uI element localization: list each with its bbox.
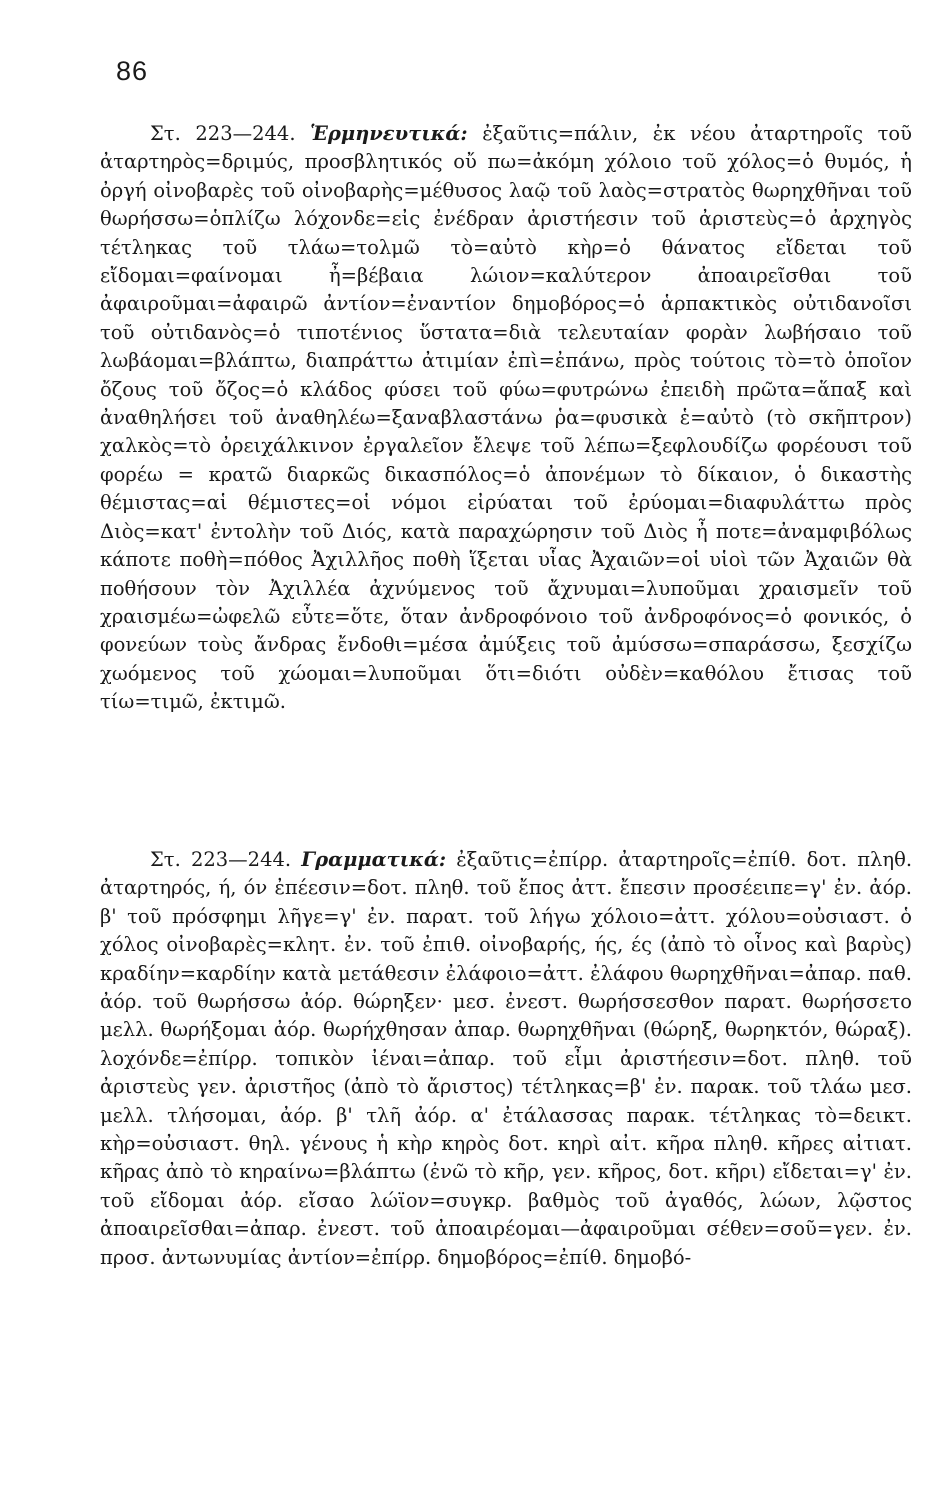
verse-reference: Στ. 223—244. bbox=[150, 122, 296, 145]
grammar-notes-section bbox=[100, 846, 912, 1272]
section-body-text: ἐξαῦτις=πάλιν, ἐκ νέου ἀταρτηροῖς τοῦ ἀταρτηρὸς=δριμύς, προσβλητικός οὔ πω=ἀκόμη χόλοιο τοῦ χόλος=ὁ θυμός, ἡ ὀργή οἰνοβαρὲς τοῦ οἰνοβαρὴς=μέθυσος λαῷ τοῦ λαὸς=στρατὸς θωρηχθῆναι τοῦ θωρήσσω=ὁπλίζω λόχονδε=εἰς ἐνέδραν ἀριστήεσιν τοῦ ἀριστεὺς=ὁ ἀρχηγὸς τέτληκας τοῦ τλάω=τολμῶ τὸ=αὐτὸ κὴρ=ὁ θάνατος εἴδεται τοῦ εἴδομαι=φαίνομαι ἦ=βέβαια λώιον=καλύτερον ἀποαιρεῖσθαι τοῦ ἀφαιροῦμαι=ἀφαιρῶ ἀντίον=ἐναντίον δημοβόρος=ὁ ἁρπακτικὸς οὐτιδανοῖσι τοῦ οὐτιδανὸς=ὁ τιποτένιος ὕστατα=διὰ τελευταίαν φορὰν λωβήσαιο τοῦ λωβάομαι=βλάπτω, διαπράττω ἀτιμίαν ἐπὶ=ἐπάνω, πρὸς τούτοις τὸ=τὸ ὁποῖον ὄζους τοῦ ὄζος=ὁ κλάδος φύσει τοῦ φύω=φυτρώνω ἐπειδὴ πρῶτα=ἅπαξ καὶ ἀναθηλήσει τοῦ ἀναθηλέω=ξαναβλαστάνω ῥα=φυσικὰ ἑ=αὐτὸ (τὸ σκῆπτρον) χαλκὸς=τὸ ὀρειχάλκινον ἐργαλεῖον ἔλεψε τοῦ λέπω=ξεφλουδίζω φορέουσι τοῦ φορέω = κρατῶ διαρκῶς δικασπόλος=ὁ ἀπονέμων τὸ δίκαιον, ὁ δικαστὴς θέμιστας=αἱ θέμιστες=οἱ νόμοι εἰρύαται τοῦ ἐρύομαι=διαφυλάττω πρὸς Διὸς=κατ' ἐντολὴν τοῦ Διός, κατὰ παραχώρησιν τοῦ Διὸς ἦ ποτε=ἀναμφιβόλως κάποτε ποθὴ=πόθος Ἀχιλλῆος ποθὴ ἵξεται υἷας Ἀχαιῶν=οἱ υἱοὶ τῶν Ἀχαιῶν θὰ ποθήσουν τὸν Ἀχιλλέα ἀχνύμενος τοῦ ἄχνυμαι=λυποῦμαι χραισμεῖν τοῦ χραισμέω=ὠφελῶ εὖτε=ὅτε, ὅταν ἀνδροφόνοιο τοῦ ἀνδροφόνος=ὁ φονικός, ὁ φονεύων τοὺς ἄνδρας ἔνδοθι=μέσα ἀμύξεις τοῦ ἀμύσσω=σπαράσσω, ξεσχίζω χωόμενος τοῦ χώομαι=λυποῦμαι ὅτι=διότι οὐδὲν=καθόλου ἔτισας τοῦ τίω=τιμῶ, ἐκτιμῶ. bbox=[100, 122, 913, 714]
grammar-notes-paragraph bbox=[100, 846, 912, 1272]
interpretive-notes-paragraph bbox=[100, 120, 912, 717]
section-body-text: ἐξαῦτις=ἐπίρρ. ἀταρτηροῖς=ἐπίθ. δοτ. πληθ. ἀταρτηρός, ή, όν ἐπέεσιν=δοτ. πληθ. τοῦ ἔπος ἀττ. ἔπεσιν προσέειπε=γ' ἐν. ἀόρ. β' τοῦ πρόσφημι λῆγε=γ' ἐν. παρατ. τοῦ λήγω χόλοιο=ἀττ. χόλου=οὐσιαστ. ὁ χόλος οἰνοβαρὲς=κλητ. ἐν. τοῦ ἐπιθ. οἰνοβαρής, ής, ές (ἀπὸ τὸ οἶνος καὶ βαρὺς) κραδίην=καρδίην κατὰ μετάθεσιν ἐλάφοιο=ἀττ. ἐλάφου θωρηχθῆναι=ἀπαρ. παθ. ἀόρ. τοῦ θωρήσσω ἀόρ. θώρηξεν· μεσ. ἐνεστ. θωρήσσεσθον παρατ. θωρήσσετο μελλ. θωρήξομαι ἀόρ. θωρήχθησαν ἀπαρ. θωρηχθῆναι (θώρηξ, θωρηκτόν, θώραξ). λοχόνδε=ἐπίρρ. τοπικὸν ἰέναι=ἀπαρ. τοῦ εἶμι ἀριστήεσιν=δοτ. πληθ. τοῦ ἀριστεὺς γεν. ἀριστῆος (ἀπὸ τὸ ἄριστος) τέτληκας=β' ἐν. παρακ. τοῦ τλάω μεσ. μελλ. τλήσομαι, ἀόρ. β' τλῆ ἀόρ. α' ἐτάλασσας παρακ. τέτληκας τὸ=δεικτ. κὴρ=οὐσιαστ. θηλ. γένους ἡ κὴρ κηρὸς δοτ. κηρὶ αἰτ. κῆρα πληθ. κῆρες αἰτιατ. κῆρας ἀπὸ τὸ κηραίνω=βλάπτω (ἐνῶ τὸ κῆρ, γεν. κῆρος, δοτ. κῆρι) εἴδεται=γ' ἐν. τοῦ εἴδομαι ἀόρ. εἴσαο λώϊον=συγκρ. βαθμὸς τοῦ ἀγαθός, λώων, λῷστος ἀποαιρεῖσθαι=ἀπαρ. ἐνεστ. τοῦ ἀποαιρέομαι—ἀφαιροῦμαι σέθεν=σοῦ=γεν. ἐν. προσ. ἀντωνυμίας ἀντίον=ἐπίρρ. δημοβόρος=ἐπίθ. δημοβό- bbox=[100, 848, 913, 1269]
page-number: 86 bbox=[116, 56, 149, 86]
section-heading: Ἑρμηνευτικά: bbox=[310, 122, 468, 145]
interpretive-notes-section bbox=[100, 120, 912, 717]
section-heading: Γραμματικά: bbox=[301, 848, 447, 871]
verse-reference: Στ. 223—244. bbox=[150, 848, 292, 871]
